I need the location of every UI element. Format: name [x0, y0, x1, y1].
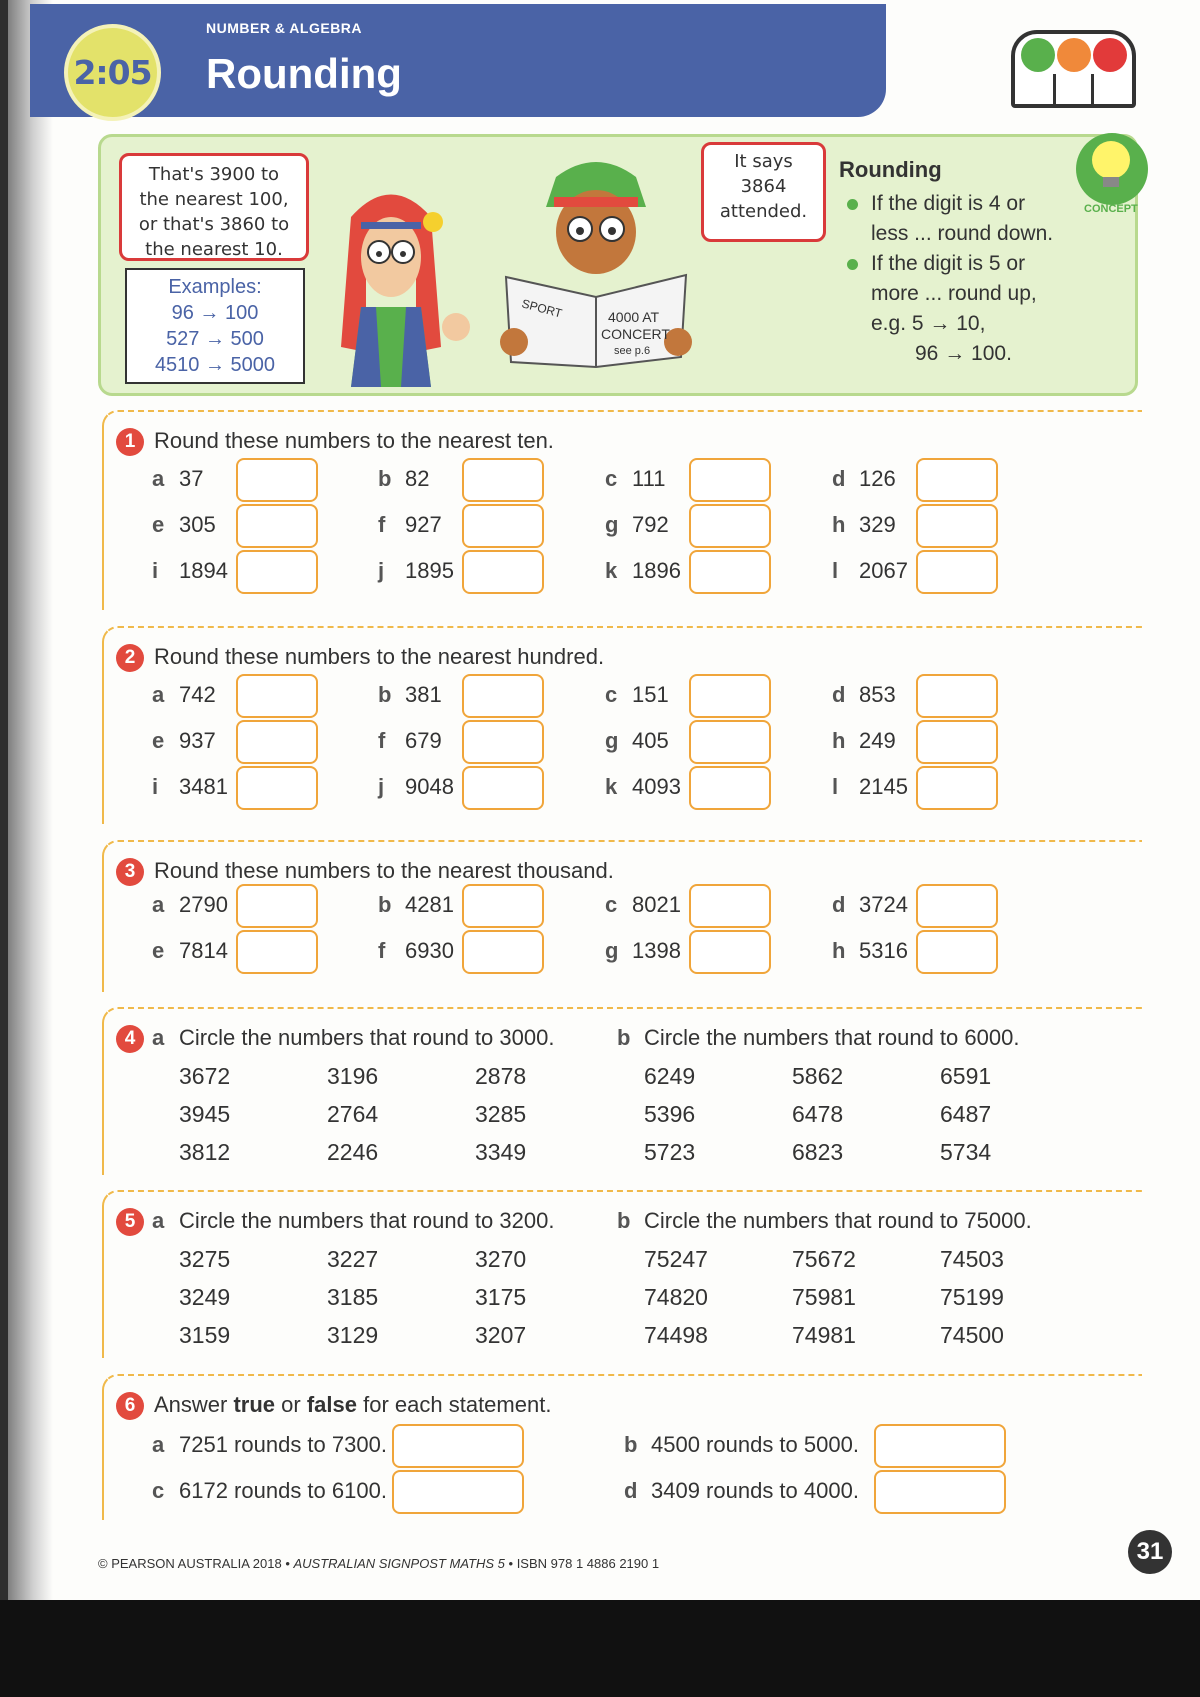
- item-number: 927: [405, 512, 442, 537]
- question-text: Round these numbers to the nearest thousand.: [154, 858, 614, 883]
- item-number: 4093: [632, 774, 681, 799]
- item-letter: f: [378, 512, 386, 537]
- circle-choice[interactable]: 74500: [940, 1322, 1004, 1348]
- item-number: 6930: [405, 938, 454, 963]
- answer-box[interactable]: [689, 504, 771, 548]
- item-number: 1896: [632, 558, 681, 583]
- item-letter: k: [605, 774, 618, 799]
- item-letter: i: [152, 774, 159, 799]
- speech-bubble-right: [701, 142, 826, 242]
- footer-isbn: • ISBN 978 1 4886 2190 1: [504, 1556, 660, 1571]
- divider: [1091, 74, 1094, 108]
- concept-label: CONCEPT: [1084, 203, 1138, 215]
- lightbulb-icon: [1076, 133, 1148, 205]
- part-letter: b: [617, 1025, 631, 1050]
- answer-box[interactable]: [236, 930, 318, 974]
- green-light-icon[interactable]: [1021, 38, 1055, 72]
- answer-box[interactable]: [916, 504, 998, 548]
- circle-choice[interactable]: 2764: [327, 1101, 379, 1127]
- item-letter: g: [605, 512, 619, 537]
- item-number: 151: [632, 682, 669, 707]
- item-number: 249: [859, 728, 896, 753]
- item-letter: e: [152, 728, 165, 753]
- bullet-dot-icon: [847, 259, 858, 270]
- rule-line: 96 → 100.: [915, 342, 1012, 365]
- answer-box[interactable]: [916, 766, 998, 810]
- question-number: 6: [116, 1392, 144, 1420]
- answer-box[interactable]: [462, 720, 544, 764]
- bubble-line: That's 3900 to: [148, 164, 280, 185]
- divider: [1053, 74, 1056, 108]
- part-instruction: Circle the numbers that round to 75000.: [644, 1208, 1032, 1233]
- speech-bubble-left: [119, 153, 309, 261]
- question-number: 2: [116, 644, 144, 672]
- circle-choice[interactable]: 75199: [940, 1284, 1004, 1310]
- rule-line: e.g. 5 → 10,: [871, 312, 986, 335]
- answer-box[interactable]: [462, 930, 544, 974]
- item-letter: c: [605, 682, 618, 707]
- item-letter: c: [605, 892, 618, 917]
- newspaper-headline-2: CONCERT: [601, 326, 670, 342]
- examples-heading: Examples:: [168, 276, 262, 298]
- rule-round-up: [839, 249, 1079, 369]
- item-number: 381: [405, 682, 442, 707]
- rule-line: If the digit is 4 or: [871, 192, 1026, 215]
- example-row: 96 → 100: [171, 302, 259, 324]
- item-number: 2145: [859, 774, 908, 799]
- answer-box[interactable]: [689, 766, 771, 810]
- red-light-icon[interactable]: [1093, 38, 1127, 72]
- part-instruction: Circle the numbers that round to 3200.: [179, 1208, 555, 1233]
- circle-choice[interactable]: 74503: [940, 1246, 1004, 1272]
- answer-box[interactable]: [236, 720, 318, 764]
- item-letter: d: [832, 682, 846, 707]
- item-letter: f: [378, 938, 386, 963]
- traffic-light-self-assessment: [1011, 30, 1136, 108]
- question-number: 1: [116, 428, 144, 456]
- answer-box[interactable]: [462, 884, 544, 928]
- page-binding-shadow: [8, 0, 53, 1600]
- item-number: 2067: [859, 558, 908, 583]
- answer-box[interactable]: [689, 884, 771, 928]
- answer-box[interactable]: [392, 1470, 524, 1514]
- circle-choice[interactable]: 2878: [475, 1063, 527, 1089]
- item-number: 305: [179, 512, 216, 537]
- item-number: 4281: [405, 892, 454, 917]
- answer-box[interactable]: [462, 766, 544, 810]
- circle-choice[interactable]: 3227: [327, 1246, 379, 1272]
- answer-box[interactable]: [462, 458, 544, 502]
- text-fragment: or: [275, 1392, 307, 1417]
- question-number: 4: [116, 1025, 144, 1053]
- answer-box[interactable]: [689, 674, 771, 718]
- item-number: 1895: [405, 558, 454, 583]
- circle-choice[interactable]: 3349: [475, 1139, 527, 1165]
- bubble-line: It says: [734, 151, 793, 172]
- question-number: 3: [116, 858, 144, 886]
- question-5: [102, 1190, 1142, 1358]
- item-number: 37: [179, 466, 204, 491]
- bubble-line: attended.: [719, 201, 808, 222]
- orange-light-icon[interactable]: [1057, 38, 1091, 72]
- item-letter: f: [378, 728, 386, 753]
- page-footer: [98, 1556, 659, 1571]
- circle-choice[interactable]: 74820: [644, 1284, 708, 1310]
- circle-choice[interactable]: 3249: [179, 1284, 231, 1310]
- circle-choice[interactable]: 3129: [327, 1322, 379, 1348]
- item-number: 1398: [632, 938, 681, 963]
- item-letter: h: [832, 728, 846, 753]
- circle-choice[interactable]: 3672: [179, 1063, 231, 1089]
- item-letter: c: [605, 466, 618, 491]
- answer-box[interactable]: [916, 550, 998, 594]
- item-letter: b: [378, 466, 392, 491]
- circle-choice[interactable]: 6591: [940, 1063, 992, 1089]
- examples-box: [125, 268, 305, 384]
- answer-box[interactable]: [236, 884, 318, 928]
- keyword: true: [233, 1392, 276, 1417]
- rule-line: If the digit is 5 or: [871, 252, 1026, 275]
- item-letter: d: [832, 466, 846, 491]
- item-number: 679: [405, 728, 442, 753]
- answer-box[interactable]: [916, 720, 998, 764]
- answer-box[interactable]: [689, 720, 771, 764]
- question-number: 5: [116, 1208, 144, 1236]
- statement: 4500 rounds to 5000.: [651, 1432, 859, 1457]
- newspaper-headline-1: 4000 AT: [608, 309, 660, 325]
- circle-choice[interactable]: 5396: [644, 1101, 696, 1127]
- item-number: 853: [859, 682, 896, 707]
- circle-choice[interactable]: 75247: [644, 1246, 708, 1272]
- answer-box[interactable]: [874, 1424, 1006, 1468]
- statement: 6172 rounds to 6100.: [179, 1478, 387, 1503]
- item-number: 329: [859, 512, 896, 537]
- circle-choice[interactable]: 6478: [792, 1101, 844, 1127]
- footer-copyright: © PEARSON AUSTRALIA 2018 •: [98, 1556, 294, 1571]
- circle-choice[interactable]: 3207: [475, 1322, 527, 1348]
- answer-box[interactable]: [916, 674, 998, 718]
- lesson-badge: [64, 24, 161, 121]
- worksheet-page: [8, 0, 1200, 1600]
- text-fragment: for each statement.: [357, 1392, 552, 1417]
- item-letter: g: [605, 728, 619, 753]
- newspaper-section: SPORT: [520, 296, 564, 321]
- footer-book-title: AUSTRALIAN SIGNPOST MATHS 5: [293, 1556, 505, 1571]
- boy-reading-newspaper-illustration: [496, 157, 706, 387]
- item-letter: b: [378, 682, 392, 707]
- example-row: 4510 → 5000: [154, 354, 276, 376]
- item-number: 8021: [632, 892, 681, 917]
- item-number: 2790: [179, 892, 228, 917]
- item-letter: g: [605, 938, 619, 963]
- answer-box[interactable]: [689, 458, 771, 502]
- keyword: false: [306, 1392, 357, 1417]
- answer-box[interactable]: [392, 1424, 524, 1468]
- scan-background: [0, 1600, 1200, 1697]
- question-2: [102, 626, 1142, 824]
- circle-choice[interactable]: 6823: [792, 1139, 844, 1165]
- item-letter: l: [832, 774, 839, 799]
- item-letter: l: [832, 558, 839, 583]
- question-6: [102, 1374, 1142, 1520]
- item-number: 3724: [859, 892, 908, 917]
- statement: 7251 rounds to 7300.: [179, 1432, 387, 1457]
- circle-choice[interactable]: 75672: [792, 1246, 856, 1272]
- part-instruction: Circle the numbers that round to 6000.: [644, 1025, 1020, 1050]
- bubble-line: the nearest 100,: [139, 189, 289, 210]
- item-number: 742: [179, 682, 216, 707]
- bubble-line: 3864: [740, 176, 787, 197]
- item-letter: a: [152, 892, 165, 917]
- circle-choice[interactable]: 6249: [644, 1063, 696, 1089]
- answer-box[interactable]: [689, 930, 771, 974]
- part-letter: a: [152, 1025, 165, 1050]
- question-text: Round these numbers to the nearest ten.: [154, 428, 554, 453]
- circle-choice[interactable]: 74981: [792, 1322, 856, 1348]
- circle-choice[interactable]: 74498: [644, 1322, 708, 1348]
- answer-box[interactable]: [689, 550, 771, 594]
- answer-box[interactable]: [916, 884, 998, 928]
- circle-choice[interactable]: 3185: [327, 1284, 379, 1310]
- question-3: [102, 840, 1142, 992]
- answer-box[interactable]: [236, 458, 318, 502]
- rule-line: less ... round down.: [871, 222, 1054, 245]
- item-letter: e: [152, 938, 165, 963]
- question-4: [102, 1007, 1142, 1175]
- item-letter: a: [152, 466, 165, 491]
- circle-choice[interactable]: 5723: [644, 1139, 696, 1165]
- item-letter: h: [832, 512, 846, 537]
- item-letter: a: [152, 1432, 165, 1457]
- circle-choice[interactable]: 3159: [179, 1322, 231, 1348]
- strand-label: NUMBER & ALGEBRA: [206, 20, 363, 36]
- question-text: [154, 1392, 551, 1418]
- item-number: 9048: [405, 774, 454, 799]
- text-fragment: Answer: [154, 1392, 234, 1417]
- page-title: Rounding: [206, 50, 402, 97]
- lesson-number: 2:05: [73, 53, 152, 92]
- circle-choice[interactable]: 5734: [940, 1139, 992, 1165]
- answer-box[interactable]: [874, 1470, 1006, 1514]
- part-instruction: Circle the numbers that round to 3000.: [179, 1025, 555, 1050]
- item-letter: e: [152, 512, 165, 537]
- answer-box[interactable]: [462, 504, 544, 548]
- statement: 3409 rounds to 4000.: [651, 1478, 859, 1503]
- question-1: [102, 410, 1142, 610]
- question-text: Round these numbers to the nearest hundred.: [154, 644, 605, 669]
- answer-box[interactable]: [236, 550, 318, 594]
- item-number: 5316: [859, 938, 908, 963]
- answer-box[interactable]: [462, 550, 544, 594]
- bubble-line: or that's 3860 to: [138, 214, 290, 235]
- girl-character-illustration: [321, 177, 471, 387]
- circle-choice[interactable]: 3270: [475, 1246, 527, 1272]
- circle-choice[interactable]: 3945: [179, 1101, 231, 1127]
- circle-choice[interactable]: 6487: [940, 1101, 992, 1127]
- circle-choice[interactable]: 3812: [179, 1139, 231, 1165]
- answer-box[interactable]: [462, 674, 544, 718]
- bullet-dot-icon: [847, 199, 858, 210]
- page-number: 31: [1128, 1530, 1172, 1574]
- item-number: 3481: [179, 774, 228, 799]
- newspaper-ref: see p.6: [614, 345, 651, 357]
- item-number: 126: [859, 466, 896, 491]
- circle-choice[interactable]: 3175: [475, 1284, 527, 1310]
- circle-choice[interactable]: 2246: [327, 1139, 379, 1165]
- rule-round-down: [839, 189, 1079, 249]
- item-letter: c: [152, 1478, 165, 1503]
- item-letter: b: [624, 1432, 638, 1457]
- item-number: 405: [632, 728, 669, 753]
- item-letter: d: [624, 1478, 638, 1503]
- item-number: 7814: [179, 938, 228, 963]
- item-letter: d: [832, 892, 846, 917]
- item-letter: b: [378, 892, 392, 917]
- item-letter: k: [605, 558, 618, 583]
- answer-box[interactable]: [916, 458, 998, 502]
- circle-choice[interactable]: 75981: [792, 1284, 856, 1310]
- rule-line: more ... round up,: [871, 282, 1037, 305]
- part-letter: a: [152, 1208, 165, 1233]
- example-row: 527 → 500: [166, 328, 264, 350]
- part-letter: b: [617, 1208, 631, 1233]
- answer-box[interactable]: [916, 930, 998, 974]
- circle-choice[interactable]: 5862: [792, 1063, 844, 1089]
- circle-choice[interactable]: 3285: [475, 1101, 527, 1127]
- item-letter: j: [378, 774, 385, 799]
- item-letter: a: [152, 682, 165, 707]
- answer-box[interactable]: [236, 766, 318, 810]
- circle-choice[interactable]: 3275: [179, 1246, 231, 1272]
- item-number: 82: [405, 466, 430, 491]
- concept-panel: [98, 134, 1138, 396]
- circle-choice[interactable]: 3196: [327, 1063, 379, 1089]
- item-letter: j: [378, 558, 385, 583]
- item-number: 1894: [179, 558, 228, 583]
- item-letter: i: [152, 558, 159, 583]
- answer-box[interactable]: [236, 674, 318, 718]
- item-number: 937: [179, 728, 216, 753]
- rounding-rules: [839, 155, 1079, 369]
- item-number: 792: [632, 512, 669, 537]
- rules-heading: Rounding: [839, 157, 942, 182]
- bubble-line: the nearest 10.: [145, 239, 283, 260]
- item-number: 111: [632, 466, 666, 491]
- item-letter: h: [832, 938, 846, 963]
- answer-box[interactable]: [236, 504, 318, 548]
